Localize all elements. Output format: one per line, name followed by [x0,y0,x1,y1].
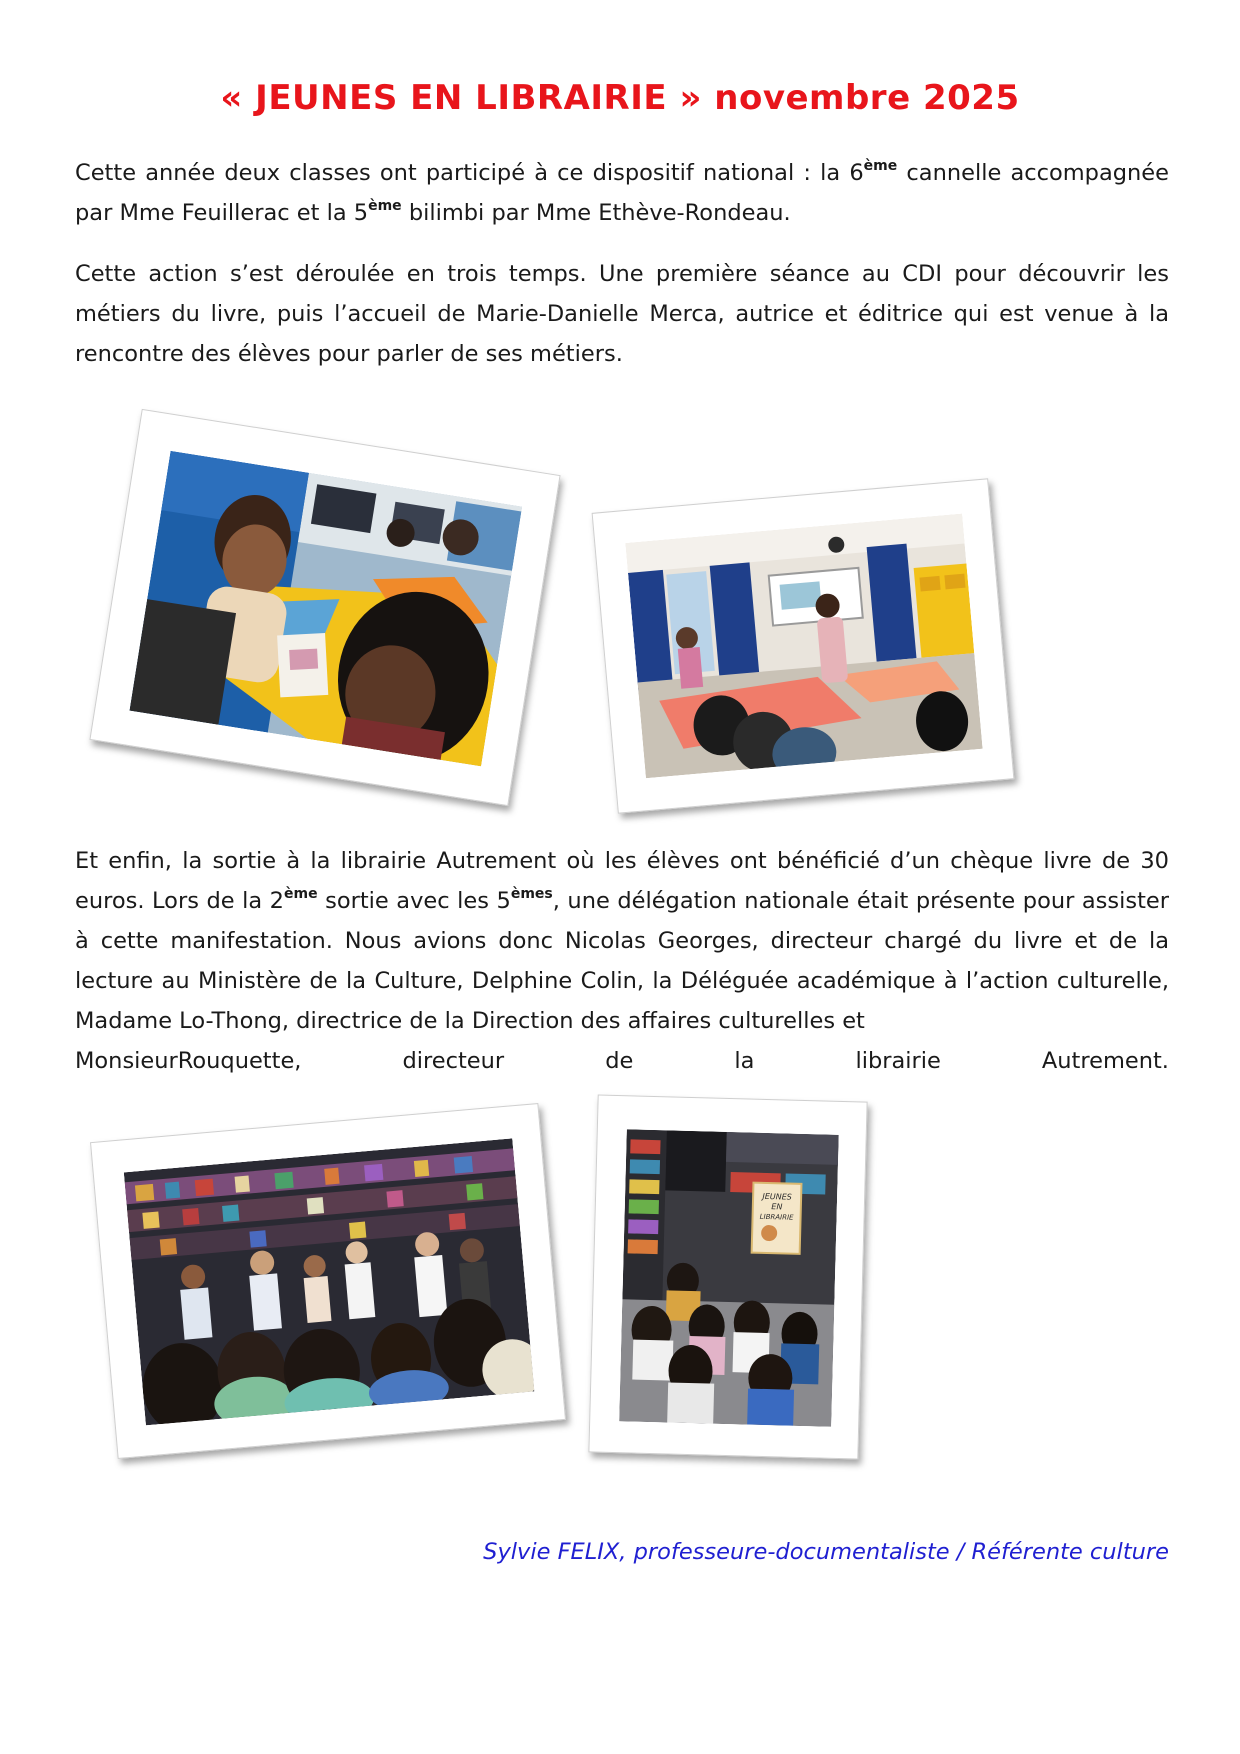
photo-students-reading [129,451,522,766]
ordinal-superscript: ème [284,885,318,902]
word: de [605,1048,634,1074]
intro-text-part: bilimbi par Mme Ethève-Rondeau. [401,200,791,226]
photo-frame-bookstore-delegation [90,1103,566,1459]
bookstore-text-part: , une délégation nationale était présente pour assister à cette manifestation. Nous avions donc Nicolas Georges, directeur chargé du livre et de la lecture au Ministère de la Culture, Delphine Colin, la Déléguée académique à l’action culturelle, Madame Lo-Thong, directrice de la Direction des affaires culturelles et [75,888,1170,1034]
ordinal-superscript: ème [863,157,898,174]
ordinal-superscript: ème [368,197,402,214]
poster-word: LIBRAIRIE [759,1212,794,1222]
poster-word: EN [771,1202,783,1212]
photo-frame-author-visit [592,478,1015,814]
bookstore-text-part: Et enfin, la sortie à la librairie Autrement où les élèves ont bénéficié d’un chèque livre de 30 euros. Lors de la 2 [75,848,1169,914]
word: librairie [855,1048,941,1074]
intro-text-part: Cette année deux classes ont participé à ce dispositif national : la 6 [75,160,864,186]
bookstore-text-part: sortie avec les 5 [317,888,511,914]
word: MonsieurRouquette, [75,1048,302,1074]
photo-students-seated [619,1129,839,1426]
action-paragraph: Cette action s’est déroulée en trois temps. Une première séance au CDI pour découvrir les métiers du livre, puis l’accueil de Marie-Danielle Merca, autrice et éditrice qui est venue à la rencontre des élèves pour parler de ses métiers. [75,261,1169,367]
photo-frame-students-seated [588,1095,867,1460]
word: la [734,1048,755,1074]
word: Autrement. [1041,1048,1169,1074]
bookstore-paragraph [75,841,1169,1081]
photo-frame-students-reading [89,409,560,806]
word: directeur [402,1048,505,1074]
ordinal-superscript: èmes [510,885,553,902]
poster-word: JEUNES [762,1191,792,1202]
photo-author-visit [625,514,982,779]
author-signature: Sylvie FELIX, professeure-documentaliste / Référente culture [483,1539,1169,1565]
page-title: « JEUNES EN LIBRAIRIE » novembre 2025 [220,78,1020,118]
justified-last-line [75,1041,1169,1081]
photo-bookstore-delegation [124,1138,535,1425]
intro-paragraph [75,153,1169,233]
intro-text-part: cannelle accompagnée par Mme Feuillerac et la 5 [75,160,1169,226]
